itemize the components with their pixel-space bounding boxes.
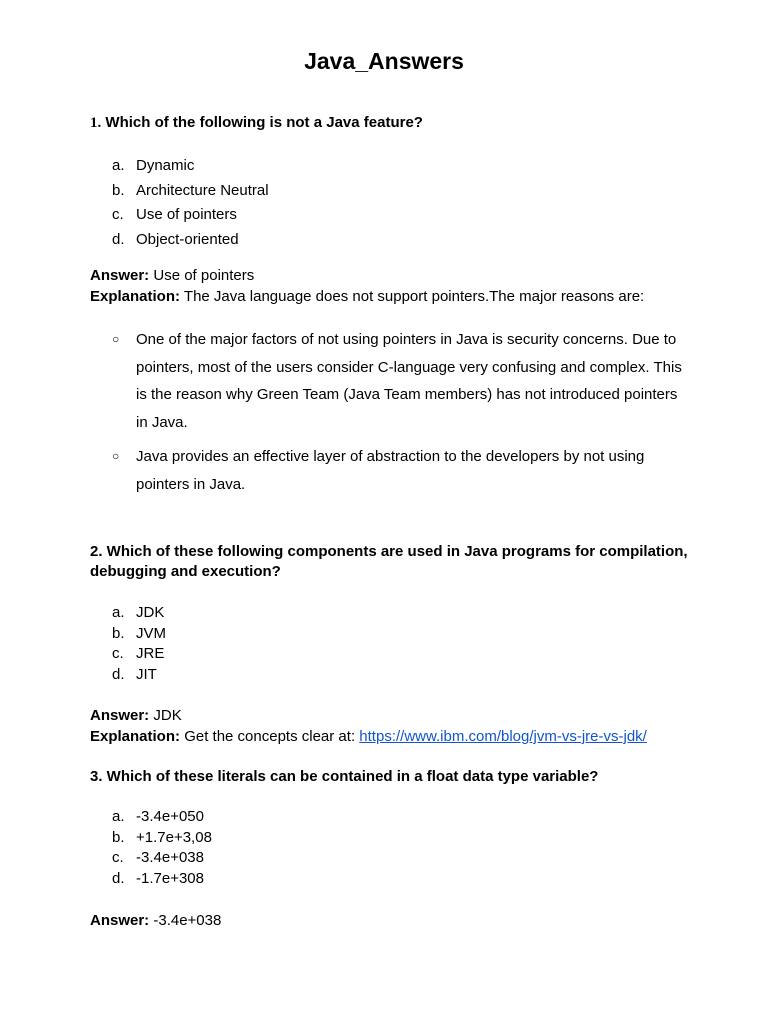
question-3-answer: Answer: -3.4e+038 — [90, 912, 222, 929]
bullet-item: ○ One of the major factors of not using pointers in Java is security concerns. Due to pointers, most of the users consider C-language very confusing and complex. This is the reason why Green Team (Java Team members) has not introduced pointers in Java. — [112, 326, 692, 437]
option-item: b. Architecture Neutral — [112, 181, 269, 199]
option-item: b. +1.7e+3,08 — [112, 828, 212, 846]
option-item: a. JDK — [112, 604, 165, 621]
question-2-answer: Answer: JDK — [90, 707, 182, 724]
option-item: d. JIT — [112, 666, 157, 684]
option-item: c. -3.4e+038 — [112, 849, 204, 867]
option-item: d. Object-oriented — [112, 231, 239, 249]
option-item: a. -3.4e+050 — [112, 808, 204, 825]
question-1-options — [112, 154, 269, 253]
question-2-explanation: Explanation: Get the concepts clear at: https://www.ibm.com/blog/jvm-vs-jre-vs-jdk/ — [90, 728, 647, 745]
question-2: 2. Which of these following components are used in Java programs for compilation, debugging and execution? — [90, 543, 688, 580]
question-1-explanation: Explanation: The Java language does not support pointers.The major reasons are: — [90, 288, 645, 305]
question-1 — [90, 113, 690, 133]
option-item: c. JRE — [112, 645, 165, 663]
question-1-explanation-bullets — [112, 326, 692, 504]
question-2-options — [112, 603, 166, 686]
question-3: 3. Which of these literals can be contained in a float data type variable? — [90, 768, 599, 785]
question-1-number: 1. — [90, 115, 102, 131]
hollow-bullet-icon: ○ — [112, 332, 120, 346]
option-item: b. JVM — [112, 624, 166, 642]
question-3-options — [112, 807, 212, 890]
ibm-blog-link[interactable]: https://www.ibm.com/blog/jvm-vs-jre-vs-jdk/ — [359, 728, 647, 745]
question-1-text: Which of the following is not a Java feature? — [101, 114, 423, 131]
question-1-answer: Answer: Use of pointers — [90, 267, 255, 284]
option-item: a. Dynamic — [112, 157, 195, 174]
bullet-item: ○ Java provides an effective layer of abstraction to the developers by not using pointers in Java. — [112, 443, 692, 498]
page-title: Java_Answers — [304, 48, 464, 74]
option-item: d. -1.7e+308 — [112, 870, 204, 888]
hollow-bullet-icon: ○ — [112, 448, 120, 463]
option-item: c. Use of pointers — [112, 206, 237, 224]
